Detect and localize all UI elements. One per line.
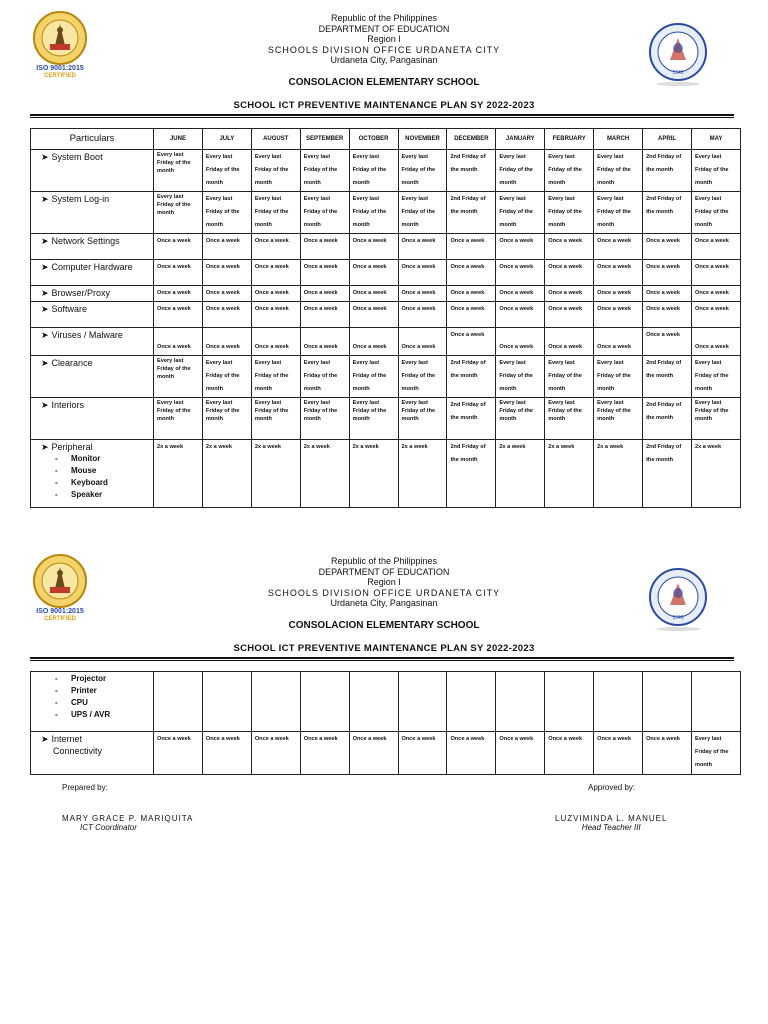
particular-cell — [31, 234, 154, 260]
schedule-cell: Every last Friday of the month — [545, 398, 594, 440]
schedule-cell: Every last Friday of the month — [202, 150, 251, 192]
schedule-cell: 2nd Friday of the month — [447, 440, 496, 508]
table-row — [31, 260, 741, 286]
schedule-cell: Every last Friday of the month — [251, 192, 300, 234]
schedule-cell: Once a week — [300, 302, 349, 328]
prepared-by-block — [62, 814, 193, 832]
schedule-cell: Every last Friday of the month — [300, 398, 349, 440]
schedule-cell — [643, 672, 692, 732]
schedule-cell: Once a week — [251, 234, 300, 260]
schedule-cell: Every last Friday of the month — [594, 398, 643, 440]
particular-label: Browser/Proxy — [51, 288, 111, 298]
svg-text:ISO 9001:2015: ISO 9001:2015 — [36, 608, 84, 615]
svg-text:CERTIFIED: CERTIFIED — [44, 73, 76, 78]
schedule-cell: Once a week — [300, 732, 349, 775]
maintenance-table-page1 — [30, 128, 741, 508]
schedule-cell: Every last Friday of the month — [594, 192, 643, 234]
arrow-bullet-icon: ➤ — [41, 304, 49, 314]
particular-subitem: - Projector — [55, 674, 107, 683]
schedule-cell: Once a week — [251, 286, 300, 302]
schedule-cell: Once a week — [202, 260, 251, 286]
particular-cell — [31, 150, 154, 192]
schedule-cell: Every last Friday of the month — [202, 398, 251, 440]
month-header: JANUARY — [496, 129, 545, 150]
schedule-cell: Once a week — [496, 732, 545, 775]
particular-cell — [31, 732, 154, 775]
schedule-cell: Once a week — [398, 328, 447, 356]
particular-cell — [31, 192, 154, 234]
schedule-cell: Once a week — [545, 302, 594, 328]
region-line: Region I — [367, 34, 401, 44]
schedule-cell — [251, 672, 300, 732]
schedule-cell: Every last Friday of the month — [349, 150, 398, 192]
month-header: JULY — [202, 129, 251, 150]
schedule-cell: Every last Friday of the month — [545, 356, 594, 398]
particular-subitem: - CPU — [55, 698, 88, 707]
schedule-cell: 2x a week — [691, 440, 740, 508]
month-header: SEPTEMBER — [300, 129, 349, 150]
schedule-cell: Every last Friday of the month — [496, 356, 545, 398]
prepared-by-label: Prepared by: — [62, 783, 108, 792]
schedule-cell: Once a week — [349, 732, 398, 775]
schedule-cell: Once a week — [349, 302, 398, 328]
schedule-cell: Once a week — [349, 260, 398, 286]
schedule-cell — [545, 672, 594, 732]
schedule-cell: Once a week — [398, 260, 447, 286]
schedule-cell: Once a week — [643, 328, 692, 356]
month-header: JUNE — [154, 129, 203, 150]
page2-header — [0, 543, 768, 663]
department-line-2: DEPARTMENT OF EDUCATION — [318, 566, 450, 577]
schedule-cell: Once a week — [154, 302, 203, 328]
schedule-cell: Once a week — [398, 286, 447, 302]
schedule-cell: Once a week — [691, 286, 740, 302]
schedule-cell: 2nd Friday of the month — [643, 398, 692, 440]
particular-subitem: - Printer — [55, 686, 97, 695]
month-header: MAY — [691, 129, 740, 150]
particular-subitem: - Mouse — [55, 466, 97, 475]
particular-label: Interiors — [51, 400, 85, 410]
month-header: FEBRUARY — [545, 129, 594, 150]
arrow-bullet-icon: ➤ — [41, 288, 49, 298]
schedule-cell: Once a week — [398, 302, 447, 328]
schedule-cell: Every last Friday of the month — [202, 356, 251, 398]
region-line-2: Region I — [367, 577, 401, 587]
schedule-cell: Once a week — [496, 328, 545, 356]
arrow-bullet-icon: ➤ — [41, 330, 49, 340]
schedule-cell — [447, 672, 496, 732]
schedule-cell: Once a week — [643, 286, 692, 302]
month-header: OCTOBER — [349, 129, 398, 150]
schedule-cell: Every last Friday of the month — [691, 150, 740, 192]
schedule-cell — [691, 672, 740, 732]
month-header: MARCH — [594, 129, 643, 150]
schedule-cell: Once a week — [300, 234, 349, 260]
schedule-cell: Every last Friday of the month — [398, 192, 447, 234]
schedule-cell: Once a week — [545, 732, 594, 775]
table-row — [31, 356, 741, 398]
prepared-by-role: ICT Coordinator — [80, 823, 137, 832]
schedule-cell: Once a week — [643, 302, 692, 328]
schedule-cell: Every last Friday of the month — [691, 398, 740, 440]
schedule-cell: Once a week — [496, 260, 545, 286]
schedule-cell: Once a week — [154, 260, 203, 286]
page1-header — [0, 0, 768, 120]
schedule-cell: Every last Friday of the month — [594, 356, 643, 398]
schedule-cell: Every last Friday of the month — [251, 150, 300, 192]
schedule-cell: Every last Friday of the month — [300, 192, 349, 234]
schedule-cell: Every last Friday of the month — [251, 356, 300, 398]
division-line-2: SCHOOLS DIVISION OFFICE URDANETA CITY — [267, 587, 501, 598]
schedule-cell: Once a week — [154, 732, 203, 775]
schedule-cell: Every last Friday of the month — [398, 356, 447, 398]
particular-label: System Boot — [51, 152, 103, 162]
schedule-cell: Once a week — [349, 328, 398, 356]
arrow-bullet-icon: ➤ — [41, 194, 49, 204]
schedule-cell: 2nd Friday of the month — [447, 192, 496, 234]
svg-text:CERTIFIED: CERTIFIED — [44, 616, 76, 621]
prepared-by-name: MARY GRACE P. MARIQUITA — [62, 814, 194, 823]
month-header: APRIL — [643, 129, 692, 150]
schedule-cell: Once a week — [691, 328, 740, 356]
particular-subitem: - Speaker — [55, 490, 103, 499]
svg-text:1946: 1946 — [672, 615, 684, 621]
schedule-cell: Once a week — [691, 260, 740, 286]
schedule-cell: 2x a week — [545, 440, 594, 508]
division-line: SCHOOLS DIVISION OFFICE URDANETA CITY — [267, 44, 501, 55]
schedule-cell: Once a week — [545, 286, 594, 302]
schedule-cell: Every last Friday of the month — [691, 356, 740, 398]
title-rule-2 — [30, 657, 734, 661]
schedule-cell: Every last Friday of the month — [154, 192, 203, 234]
schedule-cell: Once a week — [154, 328, 203, 356]
arrow-bullet-icon: ➤ — [41, 442, 49, 452]
schedule-cell: 2nd Friday of the month — [643, 192, 692, 234]
particular-cell — [31, 302, 154, 328]
schedule-cell: Once a week — [496, 286, 545, 302]
schedule-cell: Once a week — [545, 260, 594, 286]
month-header: AUGUST — [251, 129, 300, 150]
schedule-cell: Once a week — [398, 732, 447, 775]
schedule-cell: Every last Friday of the month — [496, 150, 545, 192]
schedule-cell: Once a week — [202, 286, 251, 302]
department-line: DEPARTMENT OF EDUCATION — [318, 23, 450, 34]
schedule-cell: Once a week — [447, 328, 496, 356]
maintenance-table-page2 — [30, 671, 741, 775]
schedule-cell: Once a week — [154, 286, 203, 302]
particular-label: System Log-in — [51, 194, 110, 204]
schedule-cell: Once a week — [594, 234, 643, 260]
particular-subitem: - UPS / AVR — [55, 710, 111, 719]
table-row — [31, 398, 741, 440]
particular-label-line2: Connectivity — [53, 746, 103, 756]
arrow-bullet-icon: ➤ — [41, 358, 49, 368]
schedule-cell: Once a week — [349, 286, 398, 302]
schedule-cell: Once a week — [545, 234, 594, 260]
schedule-cell: 2nd Friday of the month — [643, 440, 692, 508]
schedule-cell: Once a week — [545, 328, 594, 356]
arrow-bullet-icon: ➤ — [41, 236, 49, 246]
schedule-cell: 2x a week — [496, 440, 545, 508]
table-row — [31, 286, 741, 302]
table-row — [31, 672, 741, 732]
arrow-bullet-icon: ➤ — [41, 734, 49, 744]
plan-title: SCHOOL ICT PREVENTIVE MAINTENANCE PLAN SY 2022-2023 — [233, 100, 535, 111]
particular-subitem: - Keyboard — [55, 478, 108, 487]
schedule-cell: 2x a week — [154, 440, 203, 508]
schedule-cell — [496, 672, 545, 732]
schedule-cell: 2x a week — [202, 440, 251, 508]
schedule-cell: 2nd Friday of the month — [447, 150, 496, 192]
schedule-cell: Every last Friday of the month — [300, 150, 349, 192]
approved-by-label: Approved by: — [588, 783, 636, 792]
school-name: CONSOLACION ELEMENTARY SCHOOL — [288, 77, 480, 88]
particular-label: Software — [51, 304, 88, 314]
schedule-cell: Once a week — [496, 302, 545, 328]
table-header-row — [31, 129, 741, 150]
schedule-cell: 2x a week — [398, 440, 447, 508]
particular-label: Clearance — [51, 358, 93, 368]
schedule-cell: Every last Friday of the month — [154, 150, 203, 192]
schedule-cell: Every last Friday of the month — [496, 398, 545, 440]
approved-by-name: LUZVIMINDA L. MANUEL — [555, 814, 668, 823]
schedule-cell: 2nd Friday of the month — [643, 150, 692, 192]
particular-cell — [31, 356, 154, 398]
schedule-cell: Once a week — [398, 234, 447, 260]
schedule-cell — [154, 672, 203, 732]
schedule-cell: Once a week — [202, 302, 251, 328]
schedule-cell: Every last Friday of the month — [251, 398, 300, 440]
school-name-2: CONSOLACION ELEMENTARY SCHOOL — [288, 620, 480, 631]
schedule-cell: Once a week — [594, 260, 643, 286]
particular-cell — [31, 286, 154, 302]
schedule-cell: Every last Friday of the month — [349, 356, 398, 398]
republic-line: Republic of the Philippines — [330, 13, 438, 23]
schedule-cell: Every last Friday of the month — [545, 192, 594, 234]
month-header: DECEMBER — [447, 129, 496, 150]
schedule-cell: 2nd Friday of the month — [447, 356, 496, 398]
schedule-cell: Once a week — [300, 260, 349, 286]
arrow-bullet-icon: ➤ — [41, 262, 49, 272]
schedule-cell — [594, 672, 643, 732]
table-row — [31, 732, 741, 775]
schedule-cell: Once a week — [251, 260, 300, 286]
schedule-cell: Every last Friday of the month — [300, 356, 349, 398]
svg-text:1946: 1946 — [672, 70, 684, 76]
schedule-cell: Once a week — [251, 732, 300, 775]
schedule-cell: Once a week — [594, 286, 643, 302]
schedule-cell: Once a week — [202, 732, 251, 775]
particular-cell — [31, 260, 154, 286]
schedule-cell: Once a week — [300, 328, 349, 356]
schedule-cell — [300, 672, 349, 732]
schedule-cell — [202, 672, 251, 732]
schedule-cell: 2x a week — [349, 440, 398, 508]
schedule-cell: Every last Friday of the month — [202, 192, 251, 234]
schedule-cell: Every last Friday of the month — [398, 150, 447, 192]
approved-by-block — [555, 814, 667, 832]
schedule-cell: Every last Friday of the month — [398, 398, 447, 440]
schedule-cell: Every last Friday of the month — [496, 192, 545, 234]
arrow-bullet-icon: ➤ — [41, 152, 49, 162]
particular-cell — [31, 440, 154, 508]
schedule-cell: Once a week — [154, 234, 203, 260]
schedule-cell: Once a week — [643, 260, 692, 286]
schedule-cell: Once a week — [594, 302, 643, 328]
title-rule — [30, 114, 734, 118]
particular-cell — [31, 672, 154, 732]
table-row — [31, 234, 741, 260]
table-row — [31, 192, 741, 234]
particular-label: Peripheral — [51, 442, 93, 452]
schedule-cell: Every last Friday of the month — [154, 356, 203, 398]
schedule-cell: Once a week — [447, 732, 496, 775]
schedule-cell: Every last Friday of the month — [349, 398, 398, 440]
city-line-2: Urdaneta City, Pangasinan — [330, 598, 438, 608]
schedule-cell: Once a week — [300, 286, 349, 302]
schedule-cell — [398, 672, 447, 732]
schedule-cell: 2nd Friday of the month — [447, 398, 496, 440]
particular-label: Network Settings — [51, 236, 120, 246]
table-row — [31, 440, 741, 508]
schedule-cell: Once a week — [202, 328, 251, 356]
schedule-cell: Once a week — [594, 328, 643, 356]
schedule-cell: Once a week — [447, 302, 496, 328]
schedule-cell: Once a week — [496, 234, 545, 260]
particular-label: Internet — [51, 734, 83, 744]
plan-title-2: SCHOOL ICT PREVENTIVE MAINTENANCE PLAN SY 2022-2023 — [233, 643, 535, 654]
schedule-cell: Every last Friday of the month — [691, 192, 740, 234]
schedule-cell: Once a week — [691, 234, 740, 260]
schedule-cell: Once a week — [643, 234, 692, 260]
schedule-cell: Once a week — [447, 234, 496, 260]
particular-cell — [31, 328, 154, 356]
schedule-cell: 2x a week — [594, 440, 643, 508]
schedule-cell — [349, 672, 398, 732]
schedule-cell: Every last Friday of the month — [691, 732, 740, 775]
republic-line-2: Republic of the Philippines — [330, 556, 438, 566]
schedule-cell: Once a week — [594, 732, 643, 775]
schedule-cell: Every last Friday of the month — [545, 150, 594, 192]
schedule-cell: Every last Friday of the month — [594, 150, 643, 192]
schedule-cell: Once a week — [447, 286, 496, 302]
particular-label: Computer Hardware — [51, 262, 133, 272]
particular-cell — [31, 398, 154, 440]
schedule-cell: Once a week — [643, 732, 692, 775]
table-row — [31, 302, 741, 328]
schedule-cell: Once a week — [691, 302, 740, 328]
table-row — [31, 328, 741, 356]
schedule-cell: Once a week — [349, 234, 398, 260]
schedule-cell: Every last Friday of the month — [349, 192, 398, 234]
month-header: NOVEMBER — [398, 129, 447, 150]
arrow-bullet-icon: ➤ — [41, 400, 49, 410]
approved-by-role: Head Teacher III — [581, 823, 641, 832]
schedule-cell: 2x a week — [300, 440, 349, 508]
particulars-header: Particulars — [31, 129, 154, 150]
schedule-cell: Every last Friday of the month — [154, 398, 203, 440]
city-line: Urdaneta City, Pangasinan — [330, 55, 438, 65]
schedule-cell: Once a week — [447, 260, 496, 286]
particular-subitem: - Monitor — [55, 454, 101, 463]
particular-label: Viruses / Malware — [51, 330, 123, 340]
table-row — [31, 150, 741, 192]
schedule-cell: Once a week — [251, 302, 300, 328]
schedule-cell: Once a week — [251, 328, 300, 356]
schedule-cell: 2x a week — [251, 440, 300, 508]
schedule-cell: Once a week — [202, 234, 251, 260]
svg-text:ISO 9001:2015: ISO 9001:2015 — [36, 65, 84, 72]
schedule-cell: 2nd Friday of the month — [643, 356, 692, 398]
